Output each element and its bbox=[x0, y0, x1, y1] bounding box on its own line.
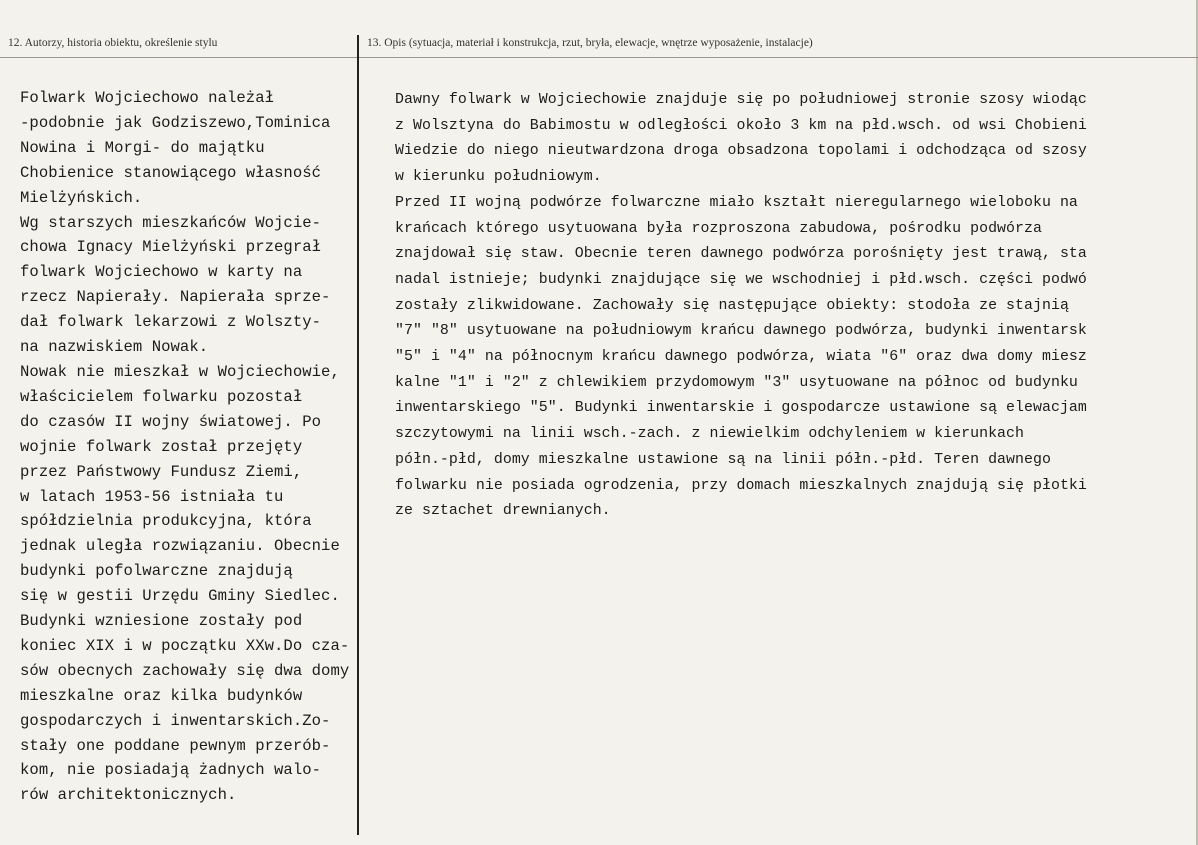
history-text-line: Folwark Wojciechowo należał bbox=[20, 89, 275, 107]
history-text-line: się w gestii Urzędu Gminy Siedlec. bbox=[20, 587, 340, 606]
header-divider bbox=[0, 57, 1198, 58]
description-text-line: szczytowymi na linii wsch.-zach. z niewielkim odchyleniem w kierunkach bbox=[395, 426, 1025, 443]
description-text-line: inwentarskiego "5". Budynki inwentarskie i gospodarcze ustawione są elewacjam bbox=[395, 400, 1087, 417]
history-text-line: w latach 1953-56 istniała tu bbox=[20, 487, 284, 506]
history-text-line: jednak uległa rozwiązaniu. Obecnie bbox=[20, 537, 340, 556]
description-text-line: nadal istnieje; budynki znajdujące się we wschodniej i płd.wsch. części podwó bbox=[395, 271, 1087, 288]
history-text-line: rów architektonicznych. bbox=[20, 786, 237, 805]
description-text-line: folwarku nie posiada ogrodzenia, przy domach mieszkalnych znajdują się płotki bbox=[395, 477, 1087, 494]
history-text-line: sów obecnych zachowały się dwa domy bbox=[20, 661, 350, 680]
history-text-line: do czasów II wojny światowej. Po bbox=[20, 412, 322, 431]
description-text-line: znajdował się staw. Obecnie teren dawnego podwórza porośnięty jest trawą, sta bbox=[395, 246, 1087, 263]
history-text-line: kom, nie posiadają żadnych walo- bbox=[20, 761, 322, 780]
description-text-line: Dawny folwark w Wojciechowie znajduje się po południowej stronie szosy wiodąc bbox=[395, 92, 1087, 108]
description-text-line: w kierunku południowym. bbox=[395, 169, 602, 186]
history-text-line: Chobienice stanowiącego własność bbox=[20, 163, 322, 182]
history-text-line: mieszkalne oraz kilka budynków bbox=[20, 686, 303, 705]
history-text-line: rzecz Napierały. Napierała sprze- bbox=[20, 288, 331, 307]
history-text-line: stały one poddane pewnym przerób- bbox=[20, 736, 331, 755]
history-text-line: koniec XIX i w początku XXw.Do cza- bbox=[20, 636, 350, 655]
history-text-line: dał folwark lekarzowi z Wolszty- bbox=[20, 313, 322, 332]
description-text-line: Przed II wojną podwórze folwarczne miało kształt nieregularnego wieloboku na bbox=[395, 194, 1078, 211]
history-text-line: Nowina i Morgi- do majątku bbox=[20, 138, 265, 157]
description-text-line: zostały zlikwidowane. Zachowały się następujące obiekty: stodoła ze stajnią bbox=[395, 297, 1069, 314]
description-text-line: Wiedzie do niego nieutwardzona droga obsadzona topolami i odchodząca od szosy bbox=[395, 143, 1087, 160]
history-text-line: Nowak nie mieszkał w Wojciechowie, bbox=[20, 362, 340, 381]
description-text-line: "5" i "4" na północnym krańcu dawnego podwórza, wiata "6" oraz dwa domy miesz bbox=[395, 349, 1087, 366]
description-text-line: krańcach którego usytuowana była rozproszona zabudowa, pośrodku podwórza bbox=[395, 220, 1042, 237]
description-text-line: kalne "1" i "2" z chlewikiem przydomowym "3" usytuowane na północ od budynku bbox=[395, 374, 1078, 391]
description-text-line: ze sztachet drewnianych. bbox=[395, 503, 611, 520]
history-text-line: gospodarczych i inwentarskich.Zo- bbox=[20, 711, 331, 730]
column-heading-description: 13. Opis (sytuacja, materiał i konstrukcja, rzut, bryła, elewacje, wnętrze wyposażenie, instalacje) bbox=[367, 37, 813, 49]
history-text-line: na nazwiskiem Nowak. bbox=[20, 338, 209, 357]
history-text-block bbox=[20, 86, 380, 808]
description-text-line: z Wolsztyna do Babimostu w odległości około 3 km na płd.wsch. od wsi Chobieni bbox=[395, 117, 1087, 134]
history-text-line: Budynki wzniesione zostały pod bbox=[20, 612, 303, 631]
history-text-line: przez Państwowy Fundusz Ziemi, bbox=[20, 462, 303, 481]
history-text-line: spółdzielnia produkcyjna, która bbox=[20, 512, 312, 531]
history-text-line: wojnie folwark został przejęty bbox=[20, 437, 303, 456]
description-text-line: "7" "8" usytuowane na południowym krańcu dawnego podwórza, budynki inwentarsk bbox=[395, 323, 1087, 340]
history-text-line: właścicielem folwarku pozostał bbox=[20, 387, 303, 406]
history-text-line: folwark Wojciechowo w karty na bbox=[20, 263, 303, 282]
history-text-line: budynki pofolwarczne znajdują bbox=[20, 562, 293, 581]
column-heading-authors-history: 12. Autorzy, historia obiektu, określenie stylu bbox=[8, 37, 218, 49]
description-text-block bbox=[395, 88, 1195, 525]
description-text-line: półn.-płd, domy mieszkalne ustawione są na linii półn.-płd. Teren dawnego bbox=[395, 451, 1051, 468]
history-text-line: chowa Ignacy Mielżyński przegrał bbox=[20, 238, 322, 257]
history-text-line: -podobnie jak Godziszewo,Tominica bbox=[20, 113, 331, 132]
history-text-line: Mielżyńskich. bbox=[20, 188, 143, 207]
history-text-line: Wg starszych mieszkańców Wojcie- bbox=[20, 213, 322, 232]
